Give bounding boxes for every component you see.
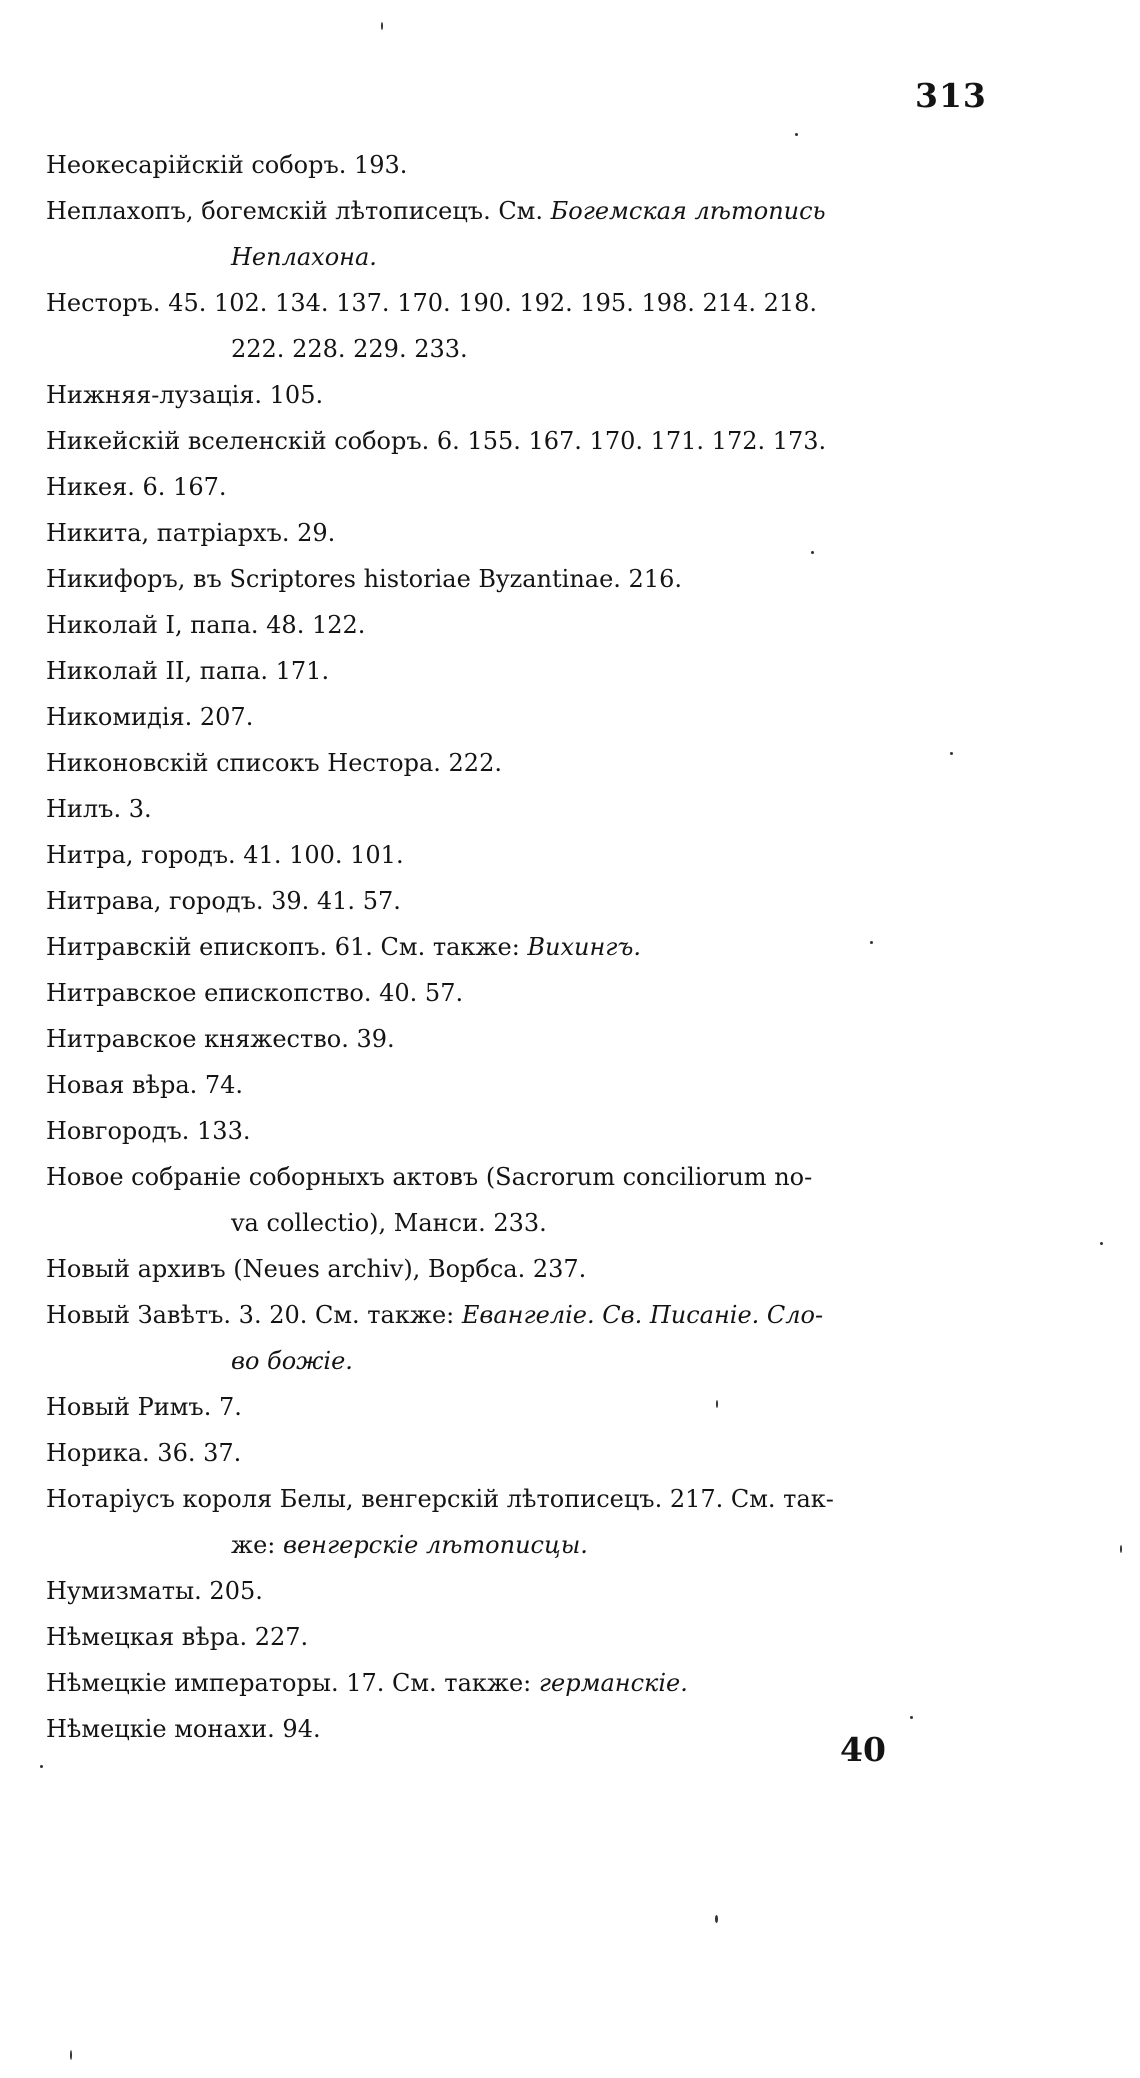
index-entry <box>46 142 1046 188</box>
entry-text: Нумизматы. 205. <box>46 1577 263 1605</box>
entry-cross-reference: Евангеліе. Св. Писаніе. Сло- <box>461 1301 824 1329</box>
print-speck <box>40 1765 43 1768</box>
index-entry <box>46 1062 1046 1108</box>
index-entry <box>46 648 1046 694</box>
entry-text: Никифоръ, въ Scriptores historiae Byzantinae. 216. <box>46 565 682 593</box>
index-entry <box>46 832 1046 878</box>
print-speck <box>870 941 873 944</box>
signature-mark: 40 <box>840 1730 886 1769</box>
index-entry <box>46 372 1046 418</box>
index-entry <box>46 1246 1046 1292</box>
print-speck <box>811 551 814 554</box>
index-entry <box>46 1292 1046 1384</box>
print-speck <box>70 2050 72 2060</box>
entry-text: Нитравскій епископъ. 61. См. также: <box>46 933 528 961</box>
entry-text: же: <box>231 1531 283 1559</box>
print-speck <box>910 1716 913 1719</box>
index-entry <box>46 188 1046 280</box>
index-entry <box>46 1614 1046 1660</box>
entry-cross-reference: во божіе. <box>231 1347 353 1375</box>
entry-text: Нѣмецкіе монахи. 94. <box>46 1715 321 1743</box>
entry-continuation: 222. 228. 229. 233. <box>231 335 468 363</box>
print-speck <box>716 1400 718 1408</box>
entry-cross-reference: Неплахона. <box>231 243 377 271</box>
print-speck <box>950 752 953 755</box>
entry-text: Нижняя-лузація. 105. <box>46 381 324 409</box>
print-speck <box>1120 1545 1122 1553</box>
entry-text: Неплахопъ, богемскій лѣтописецъ. См. <box>46 197 551 225</box>
entry-text: Нитравское епископство. 40. 57. <box>46 979 464 1007</box>
entry-text: Новый Завѣтъ. 3. 20. См. также: <box>46 1301 462 1329</box>
entry-text: Нитрава, городъ. 39. 41. 57. <box>46 887 401 915</box>
index-entry <box>46 694 1046 740</box>
entry-text: Николай II, папа. 171. <box>46 657 330 685</box>
index-entry <box>46 1108 1046 1154</box>
index-list <box>46 142 1046 1752</box>
entry-continuation: va collectio), Манси. 233. <box>231 1209 547 1237</box>
index-entry <box>46 280 1046 372</box>
index-entry <box>46 1476 1046 1568</box>
entry-text: Новый архивъ (Neues archiv), Ворбса. 237. <box>46 1255 587 1283</box>
index-entry <box>46 878 1046 924</box>
entry-text: Никоновскій списокъ Нестора. 222. <box>46 749 502 777</box>
entry-text: Николай I, папа. 48. 122. <box>46 611 366 639</box>
entry-continuation <box>46 234 1046 280</box>
entry-text: Новгородъ. 133. <box>46 1117 251 1145</box>
index-entry <box>46 740 1046 786</box>
entry-text: Нитравское княжество. 39. <box>46 1025 395 1053</box>
print-speck <box>381 22 383 30</box>
entry-text: Нѣмецкіе императоры. 17. См. также: <box>46 1669 539 1697</box>
index-entry <box>46 1706 1046 1752</box>
index-entry <box>46 1430 1046 1476</box>
index-entry <box>46 1016 1046 1062</box>
index-entry <box>46 1384 1046 1430</box>
index-entry <box>46 1154 1046 1246</box>
entry-cross-reference: Вихингъ. <box>527 933 642 961</box>
entry-text: Новое собраніе соборныхъ актовъ (Sacrorum conciliorum no- <box>46 1163 813 1191</box>
index-entry <box>46 510 1046 556</box>
index-entry <box>46 786 1046 832</box>
index-entry <box>46 970 1046 1016</box>
entry-cross-reference: венгерскіе лѣтописцы. <box>283 1531 588 1559</box>
entry-text: Нилъ. 3. <box>46 795 152 823</box>
page-number: 313 <box>915 76 987 115</box>
entry-continuation <box>46 1338 1046 1384</box>
index-entry <box>46 556 1046 602</box>
entry-text: Никита, патріархъ. 29. <box>46 519 336 547</box>
index-entry <box>46 464 1046 510</box>
entry-text: Никомидія. 207. <box>46 703 254 731</box>
print-speck <box>795 133 798 136</box>
entry-text: Несторъ. 45. 102. 134. 137. 170. 190. 192. 195. 198. 214. 218. <box>46 289 818 317</box>
entry-cross-reference: Богемская лѣтопись <box>550 197 826 225</box>
index-entry <box>46 1660 1046 1706</box>
entry-text: Никея. 6. 167. <box>46 473 227 501</box>
entry-cross-reference: германскіе. <box>538 1669 688 1697</box>
print-speck <box>1100 1242 1103 1245</box>
entry-continuation <box>46 1522 1046 1568</box>
index-entry <box>46 418 1046 464</box>
entry-text: Нитра, городъ. 41. 100. 101. <box>46 841 404 869</box>
entry-text: Новый Римъ. 7. <box>46 1393 242 1421</box>
index-entry <box>46 924 1046 970</box>
entry-text: Новая вѣра. 74. <box>46 1071 244 1099</box>
entry-text: Нѣмецкая вѣра. 227. <box>46 1623 309 1651</box>
print-speck <box>715 1915 718 1923</box>
index-entry <box>46 602 1046 648</box>
entry-text: Норика. 36. 37. <box>46 1439 242 1467</box>
entry-text: Неокесарійскій соборъ. 193. <box>46 151 408 179</box>
entry-text: Никейскій вселенскій соборъ. 6. 155. 167. 170. 171. 172. 173. <box>46 427 827 455</box>
index-entry <box>46 1568 1046 1614</box>
entry-text: Нотаріусъ короля Белы, венгерскій лѣтописецъ. 217. См. так- <box>46 1485 834 1513</box>
